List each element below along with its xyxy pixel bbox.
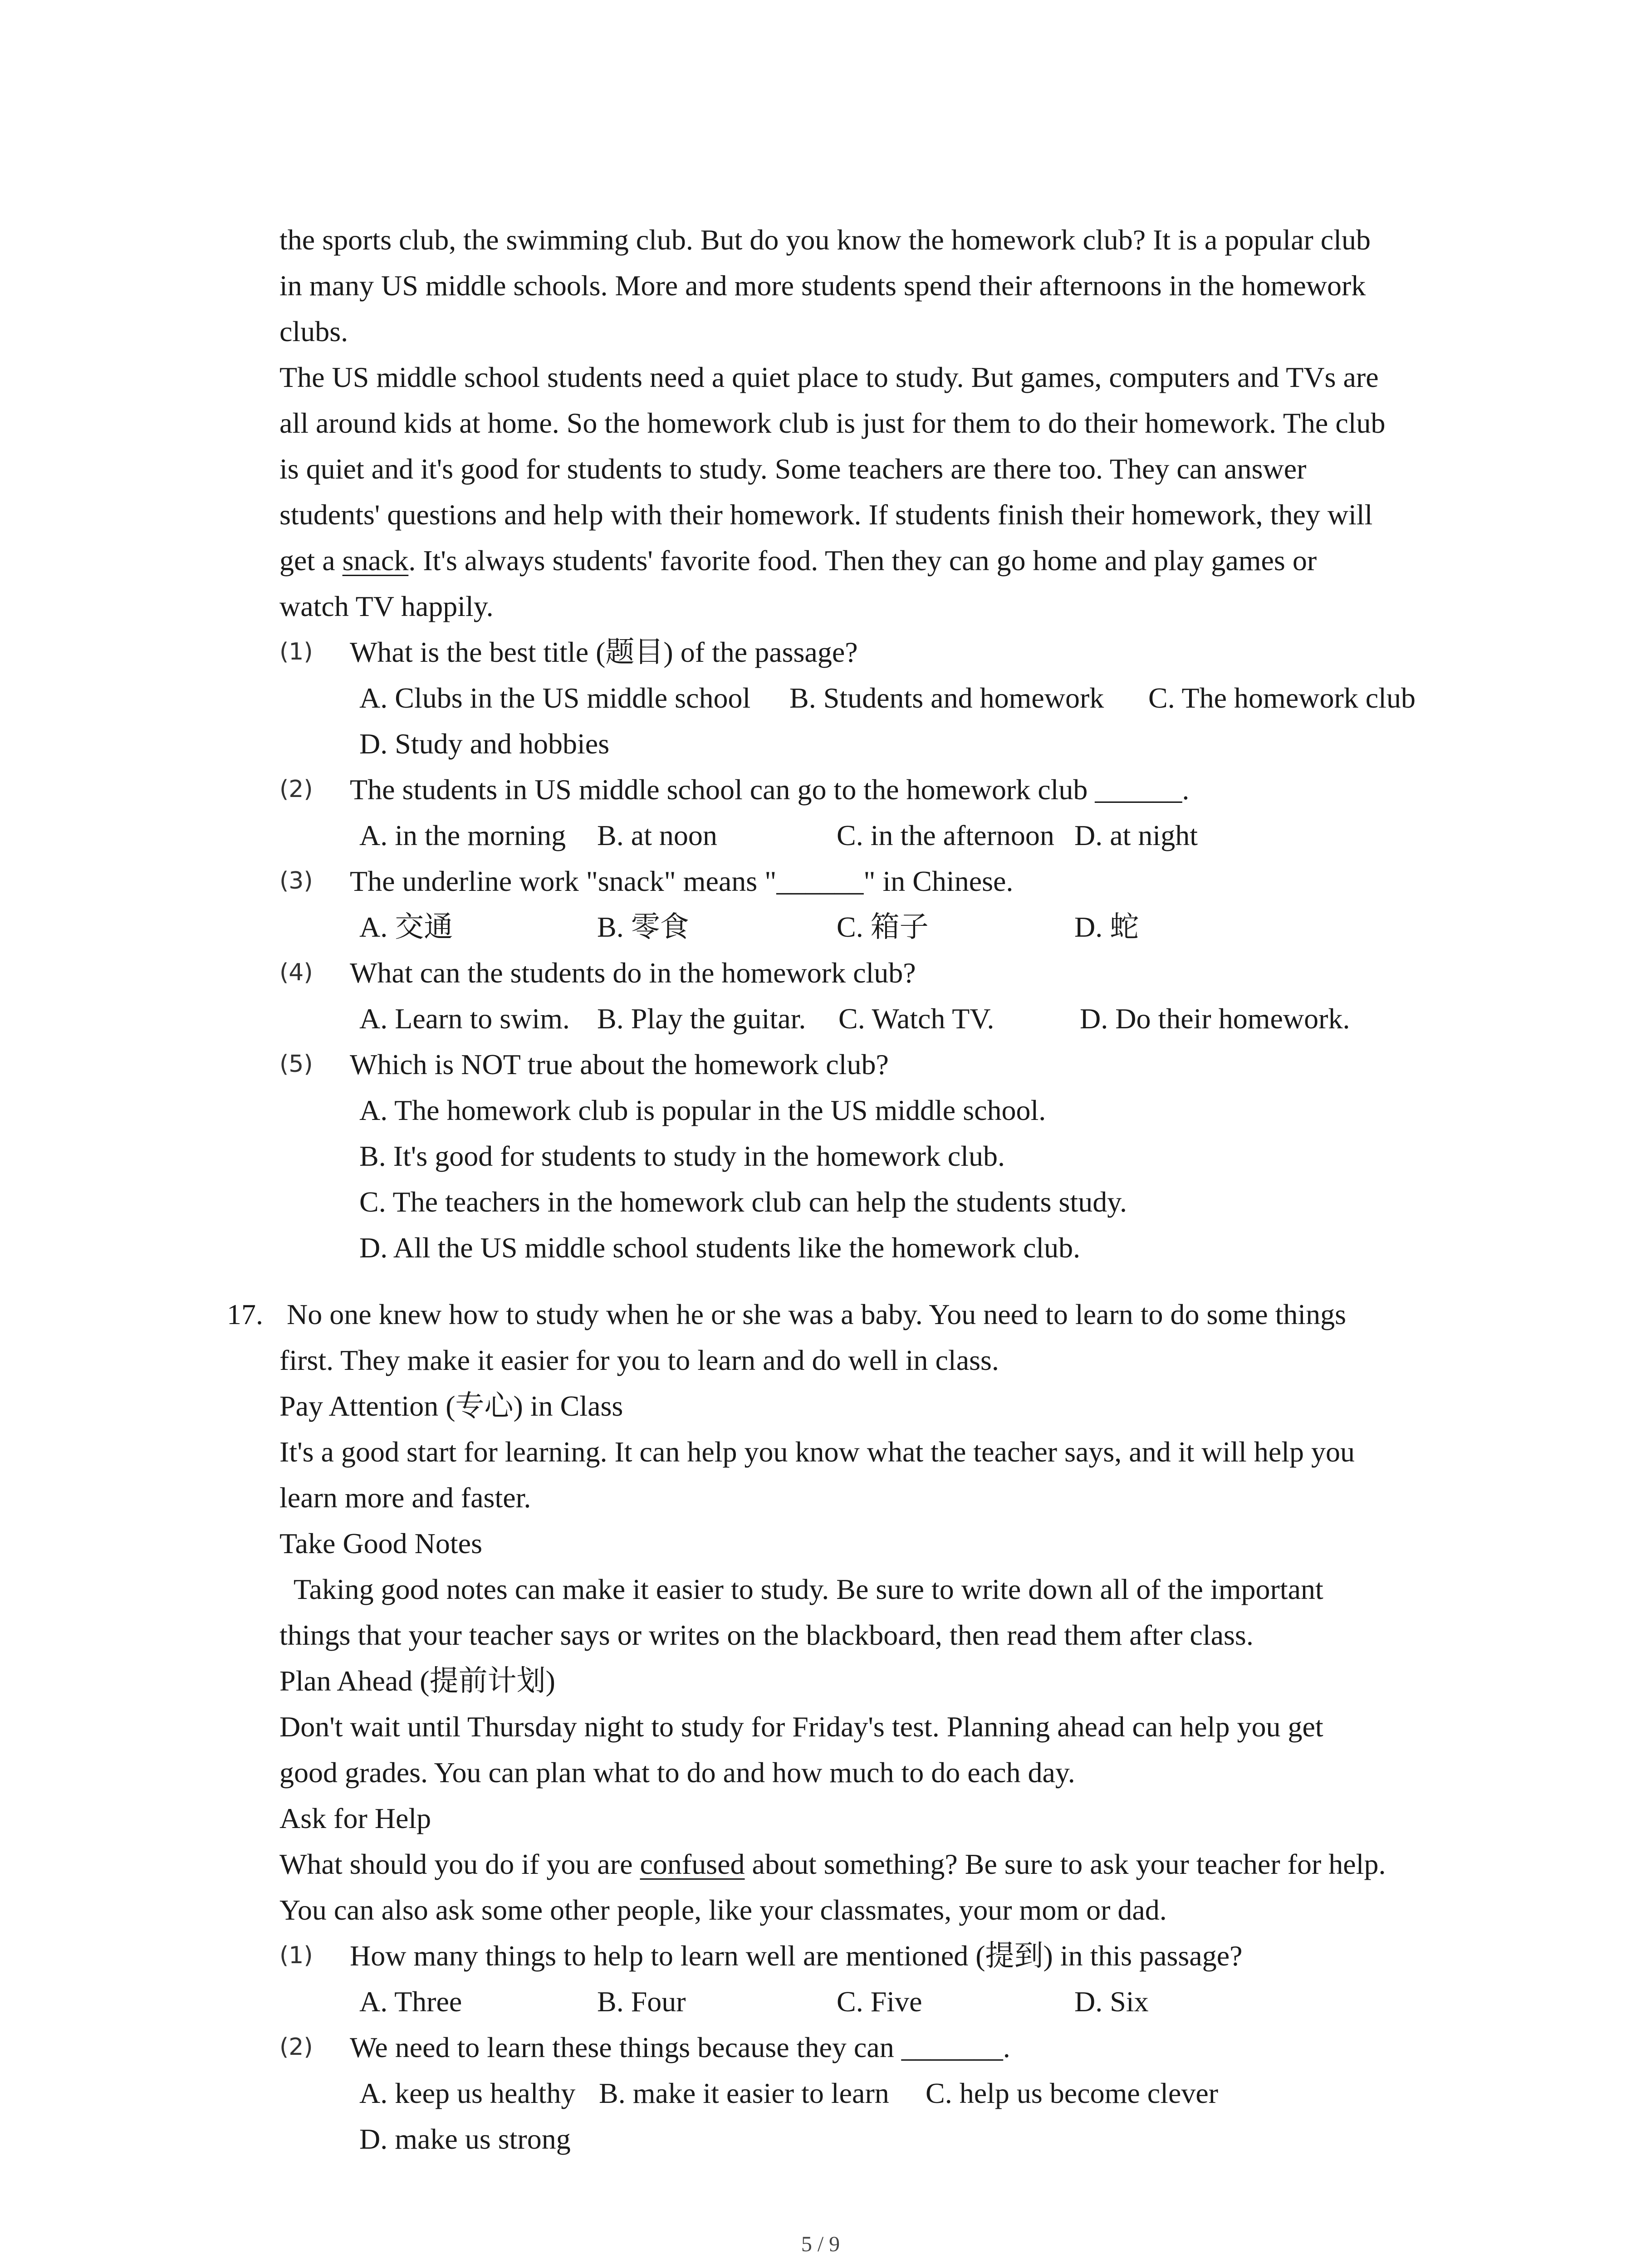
question-16-5 — [279, 1041, 1455, 1087]
option: D. 蛇 — [1074, 911, 1139, 943]
option: B. It's good for students to study in the homework club. — [359, 1140, 1005, 1172]
question-text: The students in US middle school can go to the homework club ______. — [350, 773, 1190, 806]
section-heading: Plan Ahead (提前计划) — [279, 1665, 555, 1697]
option: C. help us become clever — [926, 2077, 1219, 2109]
option: C. 箱子 — [837, 911, 929, 943]
underlined-word-snack: snack — [342, 544, 409, 577]
option: A. Learn to swim. — [359, 1002, 570, 1035]
option: B. Play the guitar. — [597, 1002, 806, 1035]
passage-17 — [279, 1291, 1455, 2162]
passage-line: watch TV happily. — [279, 590, 494, 622]
passage-line: The US middle school students need a quiet place to study. But games, computers and TVs are — [279, 361, 1379, 393]
options-row — [279, 1087, 1455, 1133]
question-number: (2) — [279, 2033, 313, 2061]
option: C. The homework club — [1148, 682, 1416, 714]
option: C. Watch TV. — [838, 1002, 994, 1035]
section-heading: Ask for Help — [279, 1802, 431, 1834]
question-number: (5) — [279, 1051, 313, 1078]
option: B. make it easier to learn — [599, 2077, 889, 2109]
option: B. at noon — [597, 819, 717, 851]
question-number: (4) — [279, 959, 313, 986]
passage-line: is quiet and it's good for students to study. Some teachers are there too. They can answer — [279, 453, 1307, 485]
question-number: (3) — [279, 867, 313, 894]
option: A. 交通 — [359, 911, 453, 943]
option: B. Students and homework — [789, 682, 1104, 714]
question-16-4 — [279, 950, 1455, 996]
passage-line: Don't wait until Thursday night to study for Friday's test. Planning ahead can help you get — [279, 1711, 1323, 1743]
passage-line: No one knew how to study when he or she was a baby. You need to learn to do some things — [287, 1298, 1347, 1330]
question-text: How many things to help to learn well are mentioned (提到) in this passage? — [350, 1940, 1243, 1972]
passage-line: first. They make it easier for you to learn and do well in class. — [279, 1344, 999, 1376]
passage-line: in many US middle schools. More and more students spend their afternoons in the homework — [279, 269, 1366, 302]
option: A. Clubs in the US middle school — [359, 682, 751, 714]
option: D. All the US middle school students like the homework club. — [359, 1232, 1081, 1264]
passage-line: students' questions and help with their homework. If students finish their homework, they will — [279, 499, 1373, 531]
passage-line: all around kids at home. So the homework club is just for them to do their homework. The club — [279, 407, 1386, 439]
options-row — [279, 1979, 1455, 2024]
options-row — [279, 2070, 1455, 2116]
option: A. keep us healthy — [359, 2077, 576, 2109]
options-row — [279, 1225, 1455, 1271]
text-segment: about something? Be sure to ask your teacher for help. — [745, 1848, 1386, 1880]
option: D. Study and hobbies — [359, 728, 610, 760]
option: D. Do their homework. — [1080, 1002, 1350, 1035]
option: B. 零食 — [597, 911, 689, 943]
question-text: Which is NOT true about the homework club? — [350, 1048, 889, 1080]
passage-line: clubs. — [279, 315, 348, 347]
options-row — [279, 1179, 1455, 1225]
passage-line: things that your teacher says or writes on the blackboard, then read them after class. — [279, 1619, 1254, 1651]
passage-line: Taking good notes can make it easier to study. Be sure to write down all of the important — [279, 1573, 1323, 1605]
section-heading: Take Good Notes — [279, 1527, 482, 1559]
question-number: (1) — [279, 638, 313, 665]
option: B. Four — [597, 1985, 686, 2018]
passage-line: learn more and faster. — [279, 1481, 531, 1514]
question-text: What is the best title (题目) of the passage? — [350, 636, 858, 668]
option: D. Six — [1074, 1985, 1149, 2018]
passage-line: It's a good start for learning. It can help you know what the teacher says, and it will help you — [279, 1436, 1355, 1468]
text-segment: get a — [279, 544, 343, 577]
options-row — [279, 904, 1455, 950]
question-text: We need to learn these things because they can _______. — [350, 2031, 1010, 2063]
passage-16 — [279, 217, 1455, 1271]
text-segment: . It's always students' favorite food. Then they can go home and play games or — [408, 544, 1317, 577]
options-row — [279, 2116, 1455, 2162]
option: C. in the afternoon — [837, 819, 1054, 851]
option: C. The teachers in the homework club can help the students study. — [359, 1186, 1127, 1218]
options-row — [279, 996, 1455, 1041]
item-number-17: 17. — [227, 1298, 263, 1330]
option: A. in the morning — [359, 819, 566, 851]
text-segment: What should you do if you are — [279, 1848, 640, 1880]
question-16-3 — [279, 858, 1455, 904]
passage-line: You can also ask some other people, like your classmates, your mom or dad. — [279, 1894, 1167, 1926]
option: C. Five — [837, 1985, 922, 2018]
option: D. make us strong — [359, 2123, 571, 2155]
question-number: (2) — [279, 776, 313, 803]
underlined-word-confused: confused — [640, 1848, 745, 1880]
options-row — [279, 675, 1455, 721]
option: D. at night — [1074, 819, 1198, 851]
page-number: 5 / 9 — [801, 2232, 840, 2256]
question-number: (1) — [279, 1942, 313, 1969]
passage-line — [279, 1841, 1455, 1887]
options-row — [279, 812, 1455, 858]
option: A. Three — [359, 1985, 462, 2018]
option: A. The homework club is popular in the US middle school. — [359, 1094, 1046, 1126]
question-text: What can the students do in the homework club? — [350, 957, 916, 989]
passage-line — [279, 538, 1455, 583]
options-row — [279, 1133, 1455, 1179]
question-text: The underline work "snack" means "______" in Chinese. — [350, 865, 1014, 897]
options-row — [279, 721, 1455, 767]
question-17-1 — [279, 1933, 1455, 1979]
section-heading: Pay Attention (专心) in Class — [279, 1390, 623, 1422]
question-16-1 — [279, 629, 1455, 675]
passage-line: good grades. You can plan what to do and how much to do each day. — [279, 1756, 1075, 1789]
question-16-2 — [279, 767, 1455, 812]
question-17-2 — [279, 2024, 1455, 2070]
passage-line: the sports club, the swimming club. But do you know the homework club? It is a popular club — [279, 224, 1371, 256]
